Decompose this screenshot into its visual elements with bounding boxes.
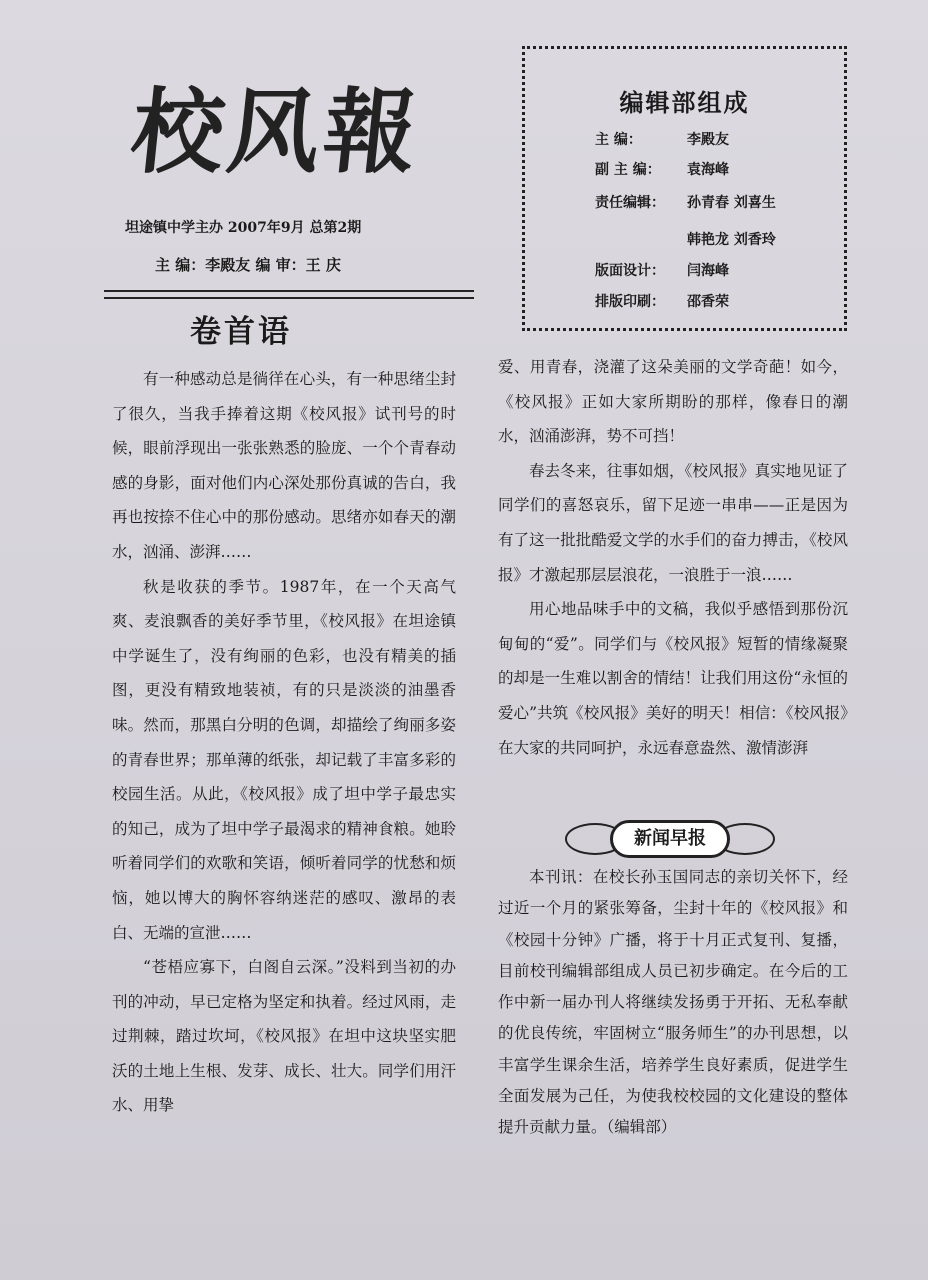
board-row: 韩艳龙 刘香玲 (687, 232, 776, 248)
board-row: 责任编辑： 孙青春 刘喜生 (595, 195, 776, 211)
board-row: 主 编： 李殿友 (595, 132, 729, 148)
editorial-board-title: 编辑部组成 (619, 88, 750, 117)
masthead-title: 校风報 (126, 78, 426, 186)
editorial-paragraph: 秋是收获的季节。1987年，在一个天高气爽、麦浪飘香的美好季节里，《校风报》在坦途镇中学诞生了，没有绚丽的色彩，也没有精美的插图，更没有精致地装祯，有的只是淡淡的油墨香味。然而，那黑白分明的色调，却描绘了绚丽多姿的青春世界；那单薄的纸张，却记载了丰富多彩的校园生活。从此，《校风报》成了坦中学子最忠实的知己，成为了坦中学子最渴求的精神食粮。她聆听着同学们的欢歌和笑语，倾听着同学的忧愁和烦恼，她以博大的胸怀容纳迷茫的感叹、激昂的表白、无端的宣泄…… (112, 577, 456, 942)
news-banner (565, 820, 775, 860)
editorial-paragraph: 有一种感动总是徜徉在心头，有一种思绪尘封了很久，当我手捧着这期《校风报》试刊号的时候，眼前浮现出一张张熟悉的脸庞、一个个青春动感的身影，面对他们内心深处那份真诚的告白，我再也按捺不住心中的那份感动。思绪亦如春天的潮水，汹涌、澎湃…… (112, 370, 456, 561)
editorial-left-column (112, 362, 456, 1123)
news-paragraph: 本刊讯：在校长孙玉国同志的亲切关怀下，经过近一个月的紧张筹备，尘封十年的《校风报》和《校园十分钟》广播，将于十月正式复刊、复播，目前校刊编辑部组成人员已初步确定。在今后的工作中新一届办刊人将继续发扬勇于开拓、无私奉献的优良传统，牢固树立“服务师生”的办刊思想，以丰富学生课余生活，培养学生良好素质，促进学生全面发展为己任，为使我校校园的文化建设的整体提升贡献力量。（编辑部） (498, 868, 848, 1137)
board-row: 副 主 编： 袁海峰 (595, 162, 729, 178)
board-row: 版面设计： 闫海峰 (595, 263, 729, 279)
editorial-right-column (498, 350, 848, 765)
news-banner-label: 新闻早报 (610, 820, 730, 858)
editorial-heading: 卷首语 (190, 314, 292, 350)
masthead-issue-info: 坦途镇中学主办 2007年9月 总第2期 (125, 220, 362, 236)
editorial-paragraph: “苍梧应寡下，白阁自云深。”没料到当初的办刊的冲动，早已定格为坚定和执着。经过风雨，走过荆棘，踏过坎坷，《校风报》在坦中这块坚实肥沃的土地上生根、发芽、成长、壮大。同学们用汗水、用挚 (112, 958, 456, 1115)
editorial-paragraph: 春去冬来，往事如烟，《校风报》真实地见证了同学们的喜怒哀乐，留下足迹一串串——正是因为有了这一批批酷爱文学的水手们的奋力搏击，《校风报》才激起那层层浪花，一浪胜于一浪…… (498, 461, 848, 584)
board-row: 排版印刷： 邵香荣 (595, 294, 729, 310)
divider-double-rule (104, 290, 474, 299)
news-article (498, 862, 848, 1144)
editorial-board-box (522, 46, 847, 331)
editorial-paragraph: 用心地品味手中的文稿，我似乎感悟到那份沉甸甸的“爱”。同学们与《校风报》短暂的情缘凝聚的却是一生难以割舍的情结！让我们用这份“永恒的爱心”共筑《校风报》美好的明天！相信：《校风报》在大家的共同呵护，永远春意盎然、激情澎湃 (498, 600, 848, 757)
masthead-staff: 主 编：李殿友 编 审：王 庆 (155, 256, 341, 274)
editorial-continuation: 爱、用青春，浇灌了这朵美丽的文学奇葩！如今，《校风报》正如大家所期盼的那样，像春日的潮水，汹涌澎湃，势不可挡！ (498, 358, 848, 446)
